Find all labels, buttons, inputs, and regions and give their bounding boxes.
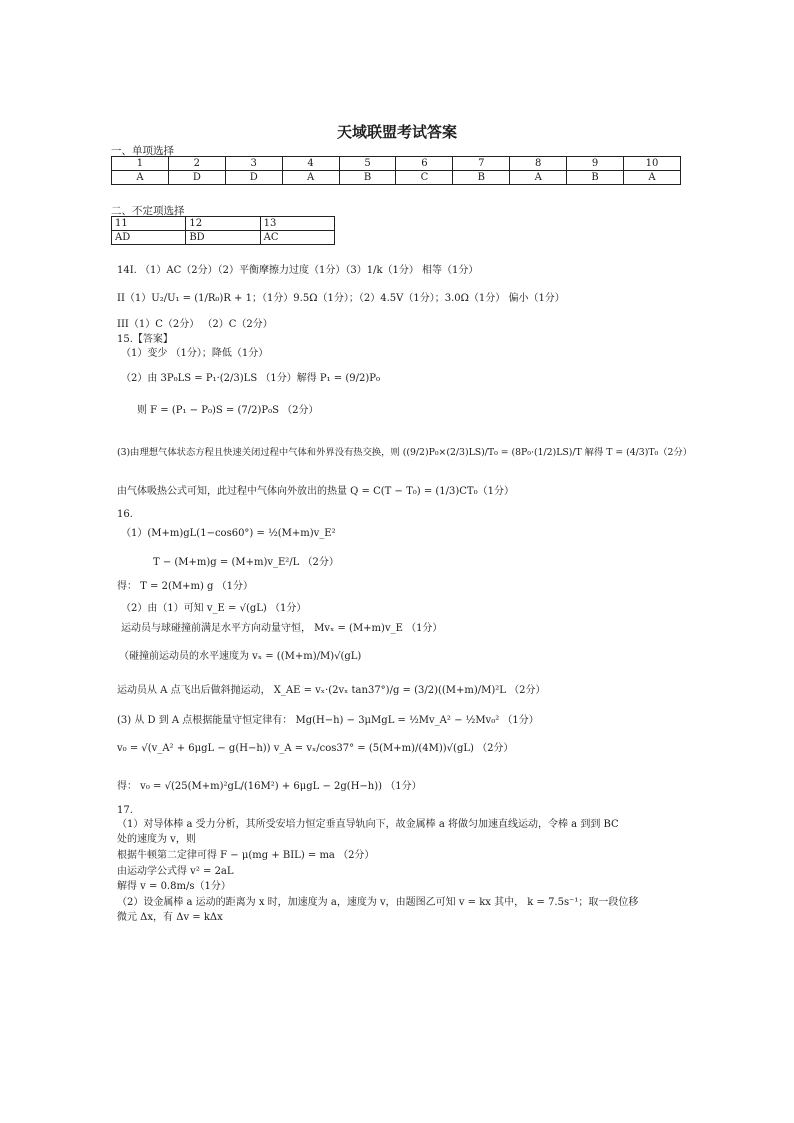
table-row-numbers bbox=[112, 157, 681, 171]
table-row-answers bbox=[112, 171, 681, 185]
question-number-cell: 11 bbox=[112, 217, 186, 231]
q17-sub1-analysis: （1）对导体棒 a 受力分析，其所受安培力恒定垂直导轨向下，故金属棒 a 将做匀加速直线运动，令棒 a 到到 BC bbox=[117, 819, 619, 830]
question-number-cell: 8 bbox=[510, 157, 567, 171]
answer-cell: A bbox=[624, 171, 681, 185]
question-number-cell: 1 bbox=[112, 157, 169, 171]
question-number-cell: 10 bbox=[624, 157, 681, 171]
answer-cell: C bbox=[396, 171, 453, 185]
q17-velocity-result: 解得 v = 0.8m/s（1分） bbox=[117, 881, 231, 892]
question-number-cell: 5 bbox=[339, 157, 396, 171]
q14-part1-answer: 14I. （1）AC（2分）（2）平衡摩擦力过度（1分）（3）1/k（1分） 相等（1分） bbox=[117, 265, 479, 276]
q17-sub2-analysis-cont: 微元 Δx，有 Δv = kΔx bbox=[117, 912, 223, 923]
q16-sub2-velocity: （2）由（1）可知 v_E = √(gL) （1分） bbox=[121, 603, 307, 614]
q15-heat-result: 由气体吸热公式可知，此过程中气体向外放出的热量 Q = C(T − T₀) = (1/3)CT₀（1分） bbox=[117, 486, 514, 497]
q16-momentum-conservation: 运动员与球碰撞前满足水平方向动量守恒， Mvₓ = (M+m)v_E （1分） bbox=[121, 623, 443, 634]
answer-cell: B bbox=[339, 171, 396, 185]
q16-velocity-equations: v₀ = √(v_A² + 6μgL − g(H−h)) v_A = vₓ/cos37° = (5(M+m)/(4M))√(gL) （2分） bbox=[117, 743, 514, 754]
answer-cell: B bbox=[567, 171, 624, 185]
answer-cell: B bbox=[453, 171, 510, 185]
question-number-cell: 3 bbox=[225, 157, 282, 171]
section-single-choice-heading: 一、单项选择 bbox=[111, 145, 174, 157]
q16-final-velocity: 得： v₀ = √(25(M+m)²gL/(16M²) + 6μgL − 2g(H−h)) （1分） bbox=[117, 781, 422, 792]
q14-part3-answer: III（1）C（2分） （2）C（2分） bbox=[117, 319, 273, 330]
q14-part2-answer: II（1）U₂/U₁ = (1/R₀)R + 1；（1分）9.5Ω（1分）；（2）4.5V（1分）；3.0Ω（1分） 偏小（1分） bbox=[117, 293, 565, 304]
question-number-cell: 12 bbox=[186, 217, 260, 231]
answer-cell: A bbox=[510, 171, 567, 185]
q16-energy-equation: （1）(M+m)gL(1−cos60°) = ½(M+m)v_E² bbox=[121, 528, 336, 539]
answer-cell: D bbox=[168, 171, 225, 185]
page-title: 天域联盟考试答案 bbox=[336, 123, 457, 141]
section-multi-choice-heading: 二、不定项选择 bbox=[111, 205, 185, 217]
question-number-cell: 6 bbox=[396, 157, 453, 171]
q16-heading: 16. bbox=[117, 509, 133, 520]
table-row-answers bbox=[112, 231, 335, 245]
q17-kinematics: 由运动学公式得 v² = 2aL bbox=[117, 866, 234, 877]
q17-heading: 17. bbox=[117, 805, 133, 816]
q16-tension-result: 得： T = 2(M+m) g （1分） bbox=[117, 581, 253, 592]
answer-cell: A bbox=[282, 171, 339, 185]
answer-cell: D bbox=[225, 171, 282, 185]
q16-energy-conservation: (3) 从 D 到 A 点根据能量守恒定律有： Mg(H−h) − 3μMgL = ½Mv_A² − ½Mv₀² （1分） bbox=[117, 715, 539, 726]
q15-sub2-equation: （2）由 3P₀LS = P₁·(2/3)LS （1分）解得 P₁ = (9/2)P₀ bbox=[121, 373, 380, 384]
question-number-cell: 9 bbox=[567, 157, 624, 171]
q15-heading: 15.【答案】 bbox=[117, 334, 173, 345]
single-choice-answer-table bbox=[111, 156, 681, 185]
question-number-cell: 13 bbox=[260, 217, 334, 231]
question-number-cell: 2 bbox=[168, 157, 225, 171]
answer-cell: AD bbox=[112, 231, 186, 245]
q17-newton-law: 根据牛顿第二定律可得 F − μ(mg + BIL) = ma （2分） bbox=[117, 850, 375, 861]
q16-horizontal-velocity: （碰撞前运动员的水平速度为 vₓ = ((M+m)/M)√(gL) bbox=[119, 651, 362, 662]
q15-force-result: 则 F = (P₁ − P₀)S = (7/2)P₀S （2分） bbox=[137, 405, 319, 416]
q15-sub3-equation: (3)由理想气体状态方程且快速关闭过程中气体和外界没有热交换，则 ((9/2)P₀×(2/3)LS)/T₀ = (8P₀·(1/2)LS)/T 解得 T = (4/3)T₀（2分） bbox=[117, 447, 693, 458]
q17-sub1-analysis-cont: 处的速度为 v，则 bbox=[117, 834, 196, 845]
question-number-cell: 7 bbox=[453, 157, 510, 171]
multi-choice-answer-table bbox=[111, 216, 335, 245]
answer-cell: AC bbox=[260, 231, 334, 245]
question-number-cell: 4 bbox=[282, 157, 339, 171]
q17-sub2-analysis: （2）设金属棒 a 运动的距离为 x 时，加速度为 a，速度为 v，由题图乙可知 v = kx 其中， k = 7.5s⁻¹；取一段位移 bbox=[117, 897, 639, 908]
q15-sub1-answer: （1）变少 （1分）；降低（1分） bbox=[121, 348, 269, 359]
answer-cell: A bbox=[112, 171, 169, 185]
q16-tension-equation: T − (M+m)g = (M+m)v_E²/L （2分） bbox=[153, 557, 339, 568]
answer-cell: BD bbox=[186, 231, 260, 245]
table-row-numbers bbox=[112, 217, 335, 231]
q16-projectile-distance: 运动员从 A 点飞出后做斜抛运动， X_AE = vₓ·(2vₓ tan37°)/g = (3/2)((M+m)/M)²L （2分） bbox=[117, 685, 546, 696]
